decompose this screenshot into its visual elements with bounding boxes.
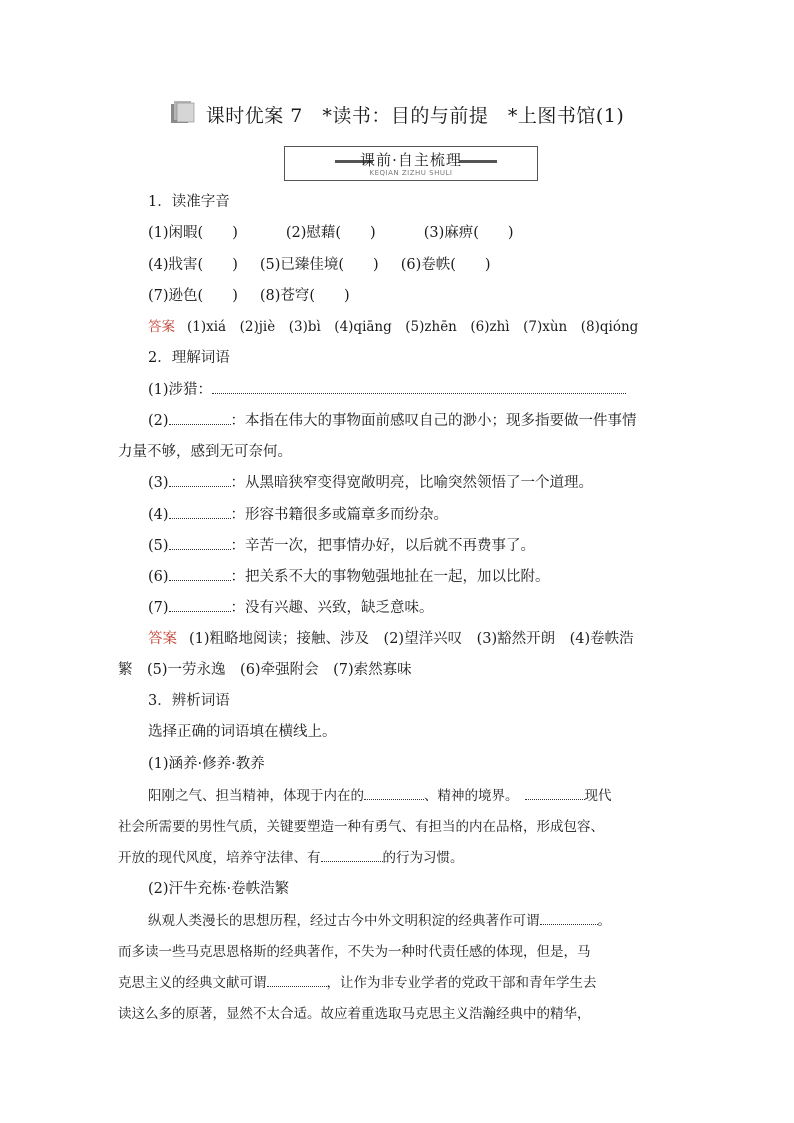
answer-blank xyxy=(321,849,383,862)
vocab-item-4 xyxy=(148,506,448,524)
q1-text: 、精神的境界。 xyxy=(424,788,519,804)
pinyin-item: (8)苍穹( ) xyxy=(259,288,350,304)
q2-text: 纵观人类漫长的思想历程，经过古今中外文明积淀的经典著作可谓 xyxy=(148,913,540,929)
answer-blank xyxy=(169,568,231,581)
answer-blank xyxy=(169,506,231,519)
section2-answer-cont: 繁 (5)一劳永逸 (6)牵强附会 (7)索然寡味 xyxy=(118,662,412,678)
banner-sub-text: KEQIAN ZIZHU SHULI xyxy=(369,169,453,177)
answer-blank xyxy=(169,412,231,425)
vocab-item-text: ：本指在伟大的事物面前感叹自己的渺小；现多指要做一件事情 xyxy=(230,413,637,429)
pinyin-row-2 xyxy=(148,256,491,274)
q2-line-2: 而多读一些马克思恩格斯的经典著作，不失为一种时代责任感的体现，但是，马 xyxy=(118,944,591,960)
pinyin-item: (4)戕害( ) xyxy=(148,257,238,273)
answer-blank xyxy=(267,974,327,987)
banner-main-text: 课前·自主梳理 xyxy=(360,151,462,169)
vocab-item-num: (3) xyxy=(148,475,169,491)
q1-line-3 xyxy=(118,849,464,867)
answer-blank xyxy=(364,787,424,800)
q2-text: ，让作为非专业学者的党政干部和青年学生去 xyxy=(326,975,597,991)
section3-instruction: 选择正确的词语填在横线上。 xyxy=(148,724,337,740)
section-banner xyxy=(284,146,538,181)
pinyin-item: (6)卷帙( ) xyxy=(400,257,491,273)
answer-text: (1)粗略地阅读；接触、涉及 (2)望洋兴叹 (3)豁然开朗 (4)卷帙浩 xyxy=(189,631,634,647)
vocab-item-text: ：形容书籍很多或篇章多而纷杂。 xyxy=(230,507,449,523)
vocab-item-2 xyxy=(148,412,637,430)
answer-label: 答案 xyxy=(148,631,177,647)
section1-heading: 1．读准字音 xyxy=(148,194,230,210)
section1-answer xyxy=(148,318,638,336)
vocab-item-5 xyxy=(148,537,535,555)
pinyin-item: (2)慰藉( ) xyxy=(285,225,376,241)
vocab-item-6 xyxy=(148,568,550,586)
vocab-item-7 xyxy=(148,599,434,617)
vocab-item-2-cont: 力量不够，感到无可奈何。 xyxy=(118,444,292,460)
answer-label: 答案 xyxy=(148,319,175,335)
pinyin-item: (1)闲暇( ) xyxy=(148,225,238,241)
pinyin-row-3 xyxy=(148,287,350,305)
pinyin-item: (3)麻痹( ) xyxy=(423,225,514,241)
answer-blank xyxy=(212,381,626,394)
vocab-item-num: (6) xyxy=(148,569,169,585)
q1-line-1 xyxy=(148,787,612,805)
vocab-item-text: ：把关系不大的事物勉强地扯在一起，加以比附。 xyxy=(230,569,550,585)
q1-text: 现代 xyxy=(584,788,612,804)
q2-line-1 xyxy=(148,912,611,930)
pinyin-row-1 xyxy=(148,224,514,242)
vocab-item-text: ：从黑暗狭窄变得宽敞明亮，比喻突然领悟了一个道理。 xyxy=(230,475,594,491)
vocab-item-text: ：辛苦一次，把事情办好，以后就不再费事了。 xyxy=(230,538,536,554)
q2-line-4: 读这么多的原著，显然不太合适。故应着重选取马克思主义浩瀚经典中的精华， xyxy=(118,1006,591,1022)
answer-blank xyxy=(169,474,231,487)
q1-text: 的行为习惯。 xyxy=(382,850,464,866)
book-icon xyxy=(170,100,196,129)
answer-blank xyxy=(525,787,585,800)
q2-text: 克思主义的经典文献可谓 xyxy=(118,975,267,991)
vocab-item-num: (2) xyxy=(148,413,169,429)
vocab-item-3 xyxy=(148,474,593,492)
vocab-item-num: (5) xyxy=(148,538,169,554)
answer-blank xyxy=(540,912,598,925)
q1-text: 阳刚之气、担当精神，体现于内在的 xyxy=(148,788,364,804)
answer-blank xyxy=(169,599,231,612)
vocab-item-num: (4) xyxy=(148,507,169,523)
q2-text: 。 xyxy=(597,913,611,929)
title-text: 课时优案 7 *读书：目的与前提 *上图书馆(1) xyxy=(205,105,625,127)
page-title xyxy=(0,100,794,129)
section3-heading: 3．辨析词语 xyxy=(148,693,230,709)
answer-blank xyxy=(169,537,231,550)
vocab-item-num: (7) xyxy=(148,600,169,616)
vocab-item-1 xyxy=(148,381,626,399)
vocab-item-text: ：没有兴趣、兴致，缺乏意味。 xyxy=(230,600,434,616)
answer-text: (1)xiá (2)jiè (3)bì (4)qiāng (5)zhēn (6)zhì (7)xùn (8)qióng xyxy=(187,319,639,335)
q1-line-2: 社会所需要的男性气质，关键要塑造一种有勇气、有担当的内在品格，形成包容、 xyxy=(118,819,604,835)
q1-text: 开放的现代风度，培养守法律、有 xyxy=(118,850,321,866)
question2-title: (2)汗牛充栋·卷帙浩繁 xyxy=(148,881,290,897)
vocab-item-label: (1)涉猎： xyxy=(148,382,213,398)
section2-answer xyxy=(148,630,634,648)
pinyin-item: (5)已臻佳境( ) xyxy=(259,257,379,273)
pinyin-item: (7)逊色( ) xyxy=(148,288,238,304)
question1-title: (1)涵养·修养·教养 xyxy=(148,756,265,772)
section2-heading: 2．理解词语 xyxy=(148,350,230,366)
q2-line-3 xyxy=(118,974,597,992)
